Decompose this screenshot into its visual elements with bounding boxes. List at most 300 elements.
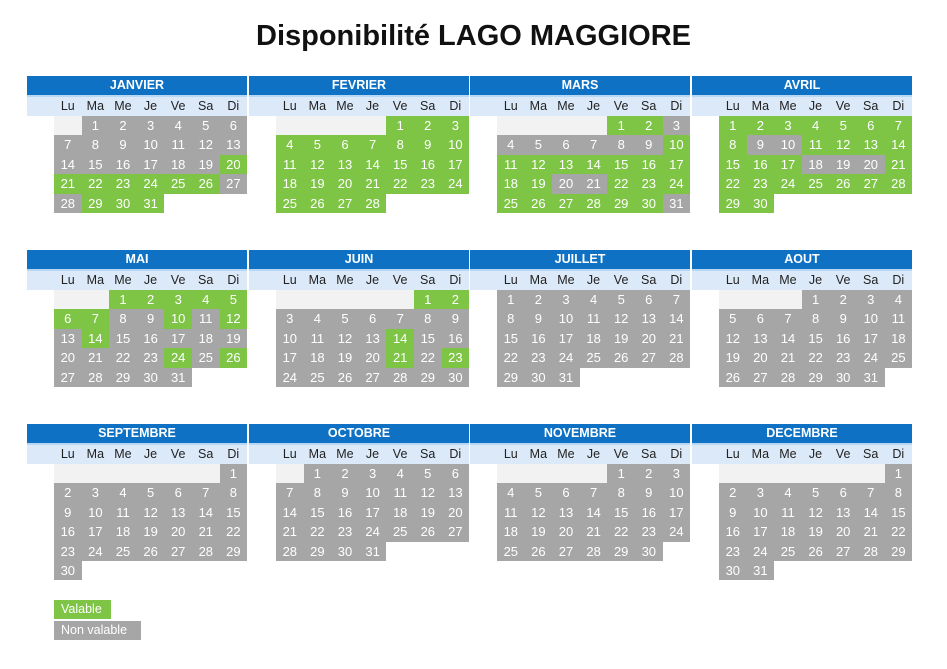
weekday-label: Ve [613, 447, 629, 461]
weekday-header-row [249, 445, 469, 464]
day-cell-available: 4 [802, 116, 830, 135]
day-cell-unavailable: 19 [220, 329, 248, 348]
day-cell-unavailable: 22 [802, 348, 830, 367]
day-cell-available: 13 [331, 155, 359, 174]
day-cell-unavailable: 17 [552, 329, 580, 348]
day-cell-unavailable: 6 [220, 116, 248, 135]
day-cell-unavailable: 18 [774, 522, 802, 541]
day-cell-unavailable: 15 [220, 503, 248, 522]
day-cell-available: 2 [137, 290, 165, 309]
day-cell-available: 12 [829, 135, 857, 154]
day-cell-unavailable: 29 [220, 542, 248, 561]
month-header: JANVIER [27, 76, 247, 97]
day-cell-unavailable: 19 [802, 522, 830, 541]
weekday-label: Je [808, 447, 823, 461]
weekday-label: Je [365, 99, 380, 113]
empty-cell [54, 116, 82, 135]
day-cell-unavailable: 9 [331, 483, 359, 502]
day-cell-available: 11 [802, 135, 830, 154]
day-cell-unavailable: 31 [747, 561, 775, 580]
day-cell-unavailable: 24 [552, 348, 580, 367]
empty-cell [276, 116, 304, 135]
empty-cell [774, 464, 802, 483]
day-cell-unavailable: 2 [525, 290, 553, 309]
day-cell-unavailable: 25 [774, 542, 802, 561]
day-cell-available: 26 [525, 194, 553, 213]
day-cell-unavailable: 25 [192, 348, 220, 367]
day-cell-unavailable: 23 [635, 522, 663, 541]
day-cell-available: 3 [164, 290, 192, 309]
empty-cell [54, 464, 82, 483]
day-cell-unavailable: 17 [857, 329, 885, 348]
weekday-label: Ve [170, 273, 186, 287]
weekday-label: Je [586, 273, 601, 287]
day-cell-available: 21 [359, 174, 387, 193]
day-cell-unavailable: 17 [137, 155, 165, 174]
day-cell-unavailable: 20 [359, 348, 387, 367]
day-cell-unavailable: 26 [137, 542, 165, 561]
day-cell-unavailable: 19 [829, 155, 857, 174]
day-cell-unavailable: 16 [109, 155, 137, 174]
day-cell-unavailable: 22 [109, 348, 137, 367]
day-cell-available: 17 [442, 155, 470, 174]
weekday-label: Ve [392, 273, 408, 287]
day-cell-available: 27 [552, 194, 580, 213]
weekday-header-row [249, 97, 469, 116]
day-cell-unavailable: 27 [552, 542, 580, 561]
empty-cell [82, 290, 110, 309]
day-cell-available: 1 [414, 290, 442, 309]
day-cell-available: 20 [331, 174, 359, 193]
weekday-header-row [27, 271, 247, 290]
legend-invalid: Non valable [54, 621, 141, 640]
day-cell-available: 22 [82, 174, 110, 193]
day-cell-unavailable: 18 [386, 503, 414, 522]
day-cell-unavailable: 21 [774, 348, 802, 367]
day-cell-unavailable: 9 [719, 503, 747, 522]
day-cell-unavailable: 13 [747, 329, 775, 348]
empty-cell [304, 290, 332, 309]
day-cell-available: 10 [663, 135, 691, 154]
day-cell-available: 17 [774, 155, 802, 174]
day-cell-available: 22 [719, 174, 747, 193]
day-cell-unavailable: 30 [829, 368, 857, 387]
day-cell-unavailable: 15 [414, 329, 442, 348]
day-cell-unavailable: 1 [885, 464, 913, 483]
day-cell-unavailable: 18 [109, 522, 137, 541]
day-cell-unavailable: 3 [747, 483, 775, 502]
day-cell-unavailable: 23 [525, 348, 553, 367]
day-cell-available: 9 [414, 135, 442, 154]
day-cell-unavailable: 9 [442, 309, 470, 328]
day-cell-unavailable: 20 [552, 522, 580, 541]
day-cell-available: 18 [276, 174, 304, 193]
day-cell-unavailable: 24 [663, 522, 691, 541]
month-janvier [27, 76, 247, 211]
empty-cell [580, 116, 608, 135]
day-cell-unavailable: 20 [552, 174, 580, 193]
day-cell-unavailable: 7 [54, 135, 82, 154]
day-cell-available: 23 [635, 174, 663, 193]
day-cell-unavailable: 9 [54, 503, 82, 522]
day-cell-available: 30 [109, 194, 137, 213]
day-cell-unavailable: 5 [137, 483, 165, 502]
day-cell-unavailable: 12 [192, 135, 220, 154]
day-cell-unavailable: 27 [164, 542, 192, 561]
day-cell-available: 17 [663, 155, 691, 174]
weekday-label: Di [892, 273, 905, 287]
day-cell-unavailable: 13 [54, 329, 82, 348]
day-cell-unavailable: 10 [359, 483, 387, 502]
day-cell-unavailable: 23 [719, 542, 747, 561]
day-cell-available: 1 [719, 116, 747, 135]
weekday-label: Ma [86, 99, 105, 113]
day-cell-available: 2 [442, 290, 470, 309]
weekday-label: Ma [529, 99, 548, 113]
weekday-label: Je [143, 447, 158, 461]
day-cell-unavailable: 2 [829, 290, 857, 309]
day-cell-unavailable: 11 [386, 483, 414, 502]
day-cell-unavailable: 11 [497, 503, 525, 522]
day-cell-unavailable: 23 [331, 522, 359, 541]
empty-cell [331, 116, 359, 135]
day-cell-unavailable: 8 [109, 309, 137, 328]
day-cell-unavailable: 12 [525, 503, 553, 522]
empty-cell [497, 464, 525, 483]
day-cell-unavailable: 8 [607, 135, 635, 154]
day-cell-unavailable: 28 [82, 368, 110, 387]
weekday-header-row [692, 445, 912, 464]
empty-cell [802, 464, 830, 483]
day-cell-unavailable: 26 [331, 368, 359, 387]
month-octobre [249, 424, 469, 559]
weekday-label: Me [779, 447, 797, 461]
empty-cell [54, 290, 82, 309]
day-cell-unavailable: 16 [525, 329, 553, 348]
day-cell-available: 16 [635, 155, 663, 174]
weekday-label: Sa [198, 99, 214, 113]
empty-cell [359, 290, 387, 309]
weekday-label: Lu [503, 273, 518, 287]
day-cell-unavailable: 15 [304, 503, 332, 522]
day-cell-unavailable: 29 [109, 368, 137, 387]
weekday-label: Lu [725, 99, 740, 113]
day-cell-available: 4 [276, 135, 304, 154]
day-cell-unavailable: 10 [276, 329, 304, 348]
weekday-label: Ma [308, 273, 327, 287]
weekday-label: Ma [751, 447, 770, 461]
day-cell-available: 15 [719, 155, 747, 174]
month-juin [249, 250, 469, 385]
day-cell-unavailable: 9 [829, 309, 857, 328]
weekday-label: Je [143, 273, 158, 287]
day-cell-unavailable: 16 [137, 329, 165, 348]
weekday-label: Me [779, 273, 797, 287]
day-cell-unavailable: 12 [607, 309, 635, 328]
day-cell-available: 12 [304, 155, 332, 174]
day-cell-unavailable: 31 [359, 542, 387, 561]
weekday-label: Ve [170, 99, 186, 113]
day-cell-unavailable: 27 [635, 348, 663, 367]
day-cell-unavailable: 26 [719, 368, 747, 387]
day-cell-available: 25 [497, 194, 525, 213]
empty-cell [774, 290, 802, 309]
day-cell-available: 2 [414, 116, 442, 135]
weekday-header-row [27, 445, 247, 464]
day-cell-unavailable: 8 [220, 483, 248, 502]
day-cell-unavailable: 28 [192, 542, 220, 561]
day-cell-available: 28 [885, 174, 913, 193]
day-cell-unavailable: 11 [192, 309, 220, 328]
weekday-label: Ve [835, 99, 851, 113]
day-cell-unavailable: 15 [497, 329, 525, 348]
day-cell-unavailable: 12 [414, 483, 442, 502]
day-cell-unavailable: 3 [552, 290, 580, 309]
day-cell-available: 16 [414, 155, 442, 174]
weekday-label: Sa [863, 99, 879, 113]
day-cell-unavailable: 22 [304, 522, 332, 541]
weekday-label: Di [449, 447, 462, 461]
day-cell-unavailable: 11 [109, 503, 137, 522]
day-cell-unavailable: 18 [304, 348, 332, 367]
month-mai [27, 250, 247, 385]
day-cell-unavailable: 1 [497, 290, 525, 309]
day-cell-unavailable: 22 [414, 348, 442, 367]
day-cell-available: 4 [192, 290, 220, 309]
day-cell-unavailable: 1 [607, 464, 635, 483]
day-cell-unavailable: 24 [276, 368, 304, 387]
day-cell-unavailable: 15 [885, 503, 913, 522]
day-cell-available: 13 [857, 135, 885, 154]
day-cell-unavailable: 20 [857, 155, 885, 174]
empty-cell [857, 464, 885, 483]
day-cell-unavailable: 15 [802, 329, 830, 348]
weekday-label: Me [336, 447, 354, 461]
day-cell-unavailable: 13 [552, 503, 580, 522]
empty-cell [386, 290, 414, 309]
day-cell-unavailable: 4 [580, 290, 608, 309]
day-cell-unavailable: 28 [580, 542, 608, 561]
month-header: FEVRIER [249, 76, 469, 97]
empty-cell [552, 116, 580, 135]
day-cell-unavailable: 4 [304, 309, 332, 328]
day-cell-available: 14 [359, 155, 387, 174]
weekday-label: Lu [725, 273, 740, 287]
day-cell-unavailable: 16 [54, 522, 82, 541]
day-cell-unavailable: 21 [192, 522, 220, 541]
day-cell-available: 24 [774, 174, 802, 193]
day-cell-available: 27 [331, 194, 359, 213]
weekday-label: Ve [835, 447, 851, 461]
day-cell-unavailable: 19 [331, 348, 359, 367]
weekday-header-row [27, 97, 247, 116]
day-cell-unavailable: 2 [109, 116, 137, 135]
weekday-label: Me [336, 99, 354, 113]
day-cell-unavailable: 3 [663, 116, 691, 135]
weekday-label: Lu [282, 99, 297, 113]
day-cell-unavailable: 17 [82, 522, 110, 541]
empty-cell [164, 464, 192, 483]
day-cell-available: 22 [386, 174, 414, 193]
day-cell-available: 24 [137, 174, 165, 193]
month-decembre [692, 424, 912, 578]
day-cell-available: 30 [635, 194, 663, 213]
weekday-label: Je [365, 447, 380, 461]
day-cell-unavailable: 14 [580, 503, 608, 522]
day-cell-unavailable: 26 [525, 542, 553, 561]
weekday-header-row [470, 445, 690, 464]
weekday-label: Di [227, 99, 240, 113]
weekday-label: Je [365, 273, 380, 287]
day-cell-unavailable: 26 [607, 348, 635, 367]
day-cell-unavailable: 14 [192, 503, 220, 522]
day-cell-unavailable: 31 [663, 194, 691, 213]
day-cell-available: 15 [386, 155, 414, 174]
day-cell-available: 25 [276, 194, 304, 213]
weekday-label: Ve [613, 273, 629, 287]
day-cell-unavailable: 8 [497, 309, 525, 328]
weekday-label: Lu [503, 99, 518, 113]
day-cell-available: 26 [829, 174, 857, 193]
day-cell-unavailable: 7 [663, 290, 691, 309]
day-cell-unavailable: 7 [580, 135, 608, 154]
weekday-label: Ma [751, 273, 770, 287]
day-cell-unavailable: 6 [635, 290, 663, 309]
day-cell-unavailable: 11 [885, 309, 913, 328]
day-cell-unavailable: 10 [774, 135, 802, 154]
day-cell-unavailable: 5 [192, 116, 220, 135]
day-cell-unavailable: 5 [802, 483, 830, 502]
day-cell-unavailable: 17 [276, 348, 304, 367]
day-cell-unavailable: 29 [304, 542, 332, 561]
day-cell-unavailable: 2 [635, 464, 663, 483]
day-cell-available: 5 [829, 116, 857, 135]
day-cell-available: 1 [607, 116, 635, 135]
day-cell-unavailable: 8 [607, 483, 635, 502]
day-cell-unavailable: 9 [635, 135, 663, 154]
weekday-label: Di [670, 99, 683, 113]
day-cell-available: 31 [137, 194, 165, 213]
day-cell-unavailable: 6 [552, 483, 580, 502]
day-cell-unavailable: 13 [164, 503, 192, 522]
day-cell-unavailable: 6 [552, 135, 580, 154]
day-cell-unavailable: 4 [164, 116, 192, 135]
day-cell-unavailable: 12 [331, 329, 359, 348]
day-cell-unavailable: 17 [663, 503, 691, 522]
day-cell-unavailable: 13 [220, 135, 248, 154]
day-cell-unavailable: 9 [635, 483, 663, 502]
weekday-label: Sa [420, 273, 436, 287]
month-header: AVRIL [692, 76, 912, 97]
day-cell-unavailable: 8 [304, 483, 332, 502]
day-cell-unavailable: 9 [525, 309, 553, 328]
day-cell-unavailable: 24 [82, 542, 110, 561]
day-cell-unavailable: 1 [220, 464, 248, 483]
day-cell-available: 3 [442, 116, 470, 135]
weekday-label: Lu [60, 99, 75, 113]
day-cell-unavailable: 5 [719, 309, 747, 328]
day-cell-unavailable: 24 [747, 542, 775, 561]
day-cell-available: 29 [82, 194, 110, 213]
weekday-label: Me [114, 273, 132, 287]
weekday-label: Ma [308, 99, 327, 113]
day-cell-unavailable: 20 [442, 503, 470, 522]
day-cell-unavailable: 26 [802, 542, 830, 561]
weekday-label: Sa [863, 447, 879, 461]
month-avril [692, 76, 912, 211]
day-cell-available: 19 [525, 174, 553, 193]
day-cell-unavailable: 29 [607, 542, 635, 561]
day-cell-unavailable: 9 [747, 135, 775, 154]
day-cell-available: 14 [82, 329, 110, 348]
month-header: JUILLET [470, 250, 690, 271]
day-cell-unavailable: 8 [885, 483, 913, 502]
day-cell-available: 25 [802, 174, 830, 193]
weekday-label: Ma [529, 273, 548, 287]
day-cell-unavailable: 10 [552, 309, 580, 328]
day-cell-available: 3 [774, 116, 802, 135]
day-cell-unavailable: 12 [802, 503, 830, 522]
weekday-label: Lu [60, 447, 75, 461]
empty-cell [747, 290, 775, 309]
day-cell-unavailable: 16 [719, 522, 747, 541]
weekday-label: Sa [641, 273, 657, 287]
day-cell-unavailable: 11 [164, 135, 192, 154]
day-cell-unavailable: 7 [774, 309, 802, 328]
empty-cell [525, 116, 553, 135]
day-cell-unavailable: 28 [276, 542, 304, 561]
day-cell-unavailable: 5 [414, 464, 442, 483]
day-cell-unavailable: 30 [525, 368, 553, 387]
day-cell-unavailable: 27 [829, 542, 857, 561]
day-cell-unavailable: 14 [857, 503, 885, 522]
day-cell-unavailable: 28 [386, 368, 414, 387]
month-header: JUIN [249, 250, 469, 271]
day-cell-unavailable: 29 [497, 368, 525, 387]
day-cell-unavailable: 27 [442, 522, 470, 541]
day-cell-unavailable: 4 [109, 483, 137, 502]
day-cell-available: 22 [607, 174, 635, 193]
day-cell-unavailable: 21 [580, 522, 608, 541]
day-cell-unavailable: 20 [747, 348, 775, 367]
day-cell-unavailable: 25 [109, 542, 137, 561]
weekday-label: Ma [751, 99, 770, 113]
day-cell-unavailable: 1 [304, 464, 332, 483]
day-cell-unavailable: 31 [552, 368, 580, 387]
weekday-label: Me [114, 447, 132, 461]
day-cell-unavailable: 25 [580, 348, 608, 367]
day-cell-available: 6 [857, 116, 885, 135]
day-cell-available: 26 [192, 174, 220, 193]
day-cell-available: 11 [497, 155, 525, 174]
empty-cell [331, 290, 359, 309]
day-cell-unavailable: 23 [54, 542, 82, 561]
empty-cell [747, 464, 775, 483]
day-cell-unavailable: 31 [164, 368, 192, 387]
day-cell-unavailable: 16 [442, 329, 470, 348]
weekday-label: Je [808, 273, 823, 287]
day-cell-unavailable: 6 [359, 309, 387, 328]
day-cell-available: 10 [442, 135, 470, 154]
month-header: OCTOBRE [249, 424, 469, 445]
day-cell-unavailable: 8 [82, 135, 110, 154]
day-cell-unavailable: 11 [580, 309, 608, 328]
weekday-label: Sa [198, 447, 214, 461]
month-mars [470, 76, 690, 211]
day-cell-available: 8 [719, 135, 747, 154]
day-cell-unavailable: 29 [414, 368, 442, 387]
weekday-label: Sa [420, 99, 436, 113]
